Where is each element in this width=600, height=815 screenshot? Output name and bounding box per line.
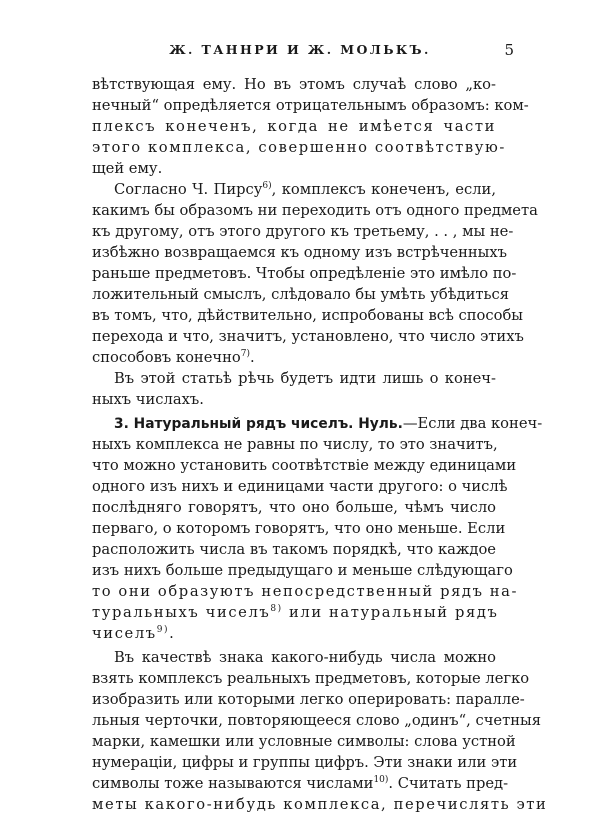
line-text: ныхъ числахъ. — [92, 391, 204, 408]
text-line — [92, 116, 496, 137]
line-text-tail: . — [250, 349, 255, 366]
footnote-marker: 9) — [156, 625, 170, 635]
line-text: туральныхъ чиселъ — [92, 604, 271, 621]
text-line — [92, 623, 496, 644]
text-line — [92, 773, 509, 794]
text-line — [92, 710, 541, 731]
text-line — [92, 74, 496, 95]
header-title: Ж. ТАННРИ И Ж. МОЛЬКЪ. — [169, 42, 431, 57]
line-text: что можно установить соотвѣтствіе между единицами — [92, 457, 517, 474]
line-text: расположить числа въ такомъ порядкѣ, что каждое — [92, 541, 496, 558]
line-text: ложительный смыслъ, слѣдовало бы умѣть убѣдиться — [92, 286, 510, 303]
text-line — [92, 560, 513, 581]
line-text: перехода и что, значитъ, установлено, что число этихъ — [92, 328, 524, 345]
text-line — [92, 200, 538, 221]
line-text: нечный“ опредѣляется отрицательнымъ образомъ: ком- — [92, 97, 529, 114]
text-line — [92, 158, 496, 179]
line-text-tail: . Считать пред- — [388, 775, 509, 792]
text-line — [92, 347, 496, 368]
text-line — [92, 455, 517, 476]
line-text: одного изъ нихъ и единицами части другого: о числѣ — [92, 478, 508, 495]
line-text-tail: . — [169, 625, 176, 642]
text-line — [92, 752, 518, 773]
line-text: нумераціи, цифры и группы цифръ. Эти знаки или эти — [92, 754, 518, 771]
footnote-marker: 8) — [270, 604, 283, 614]
footnote-marker: 7) — [240, 349, 250, 359]
text-line — [92, 602, 499, 623]
text-line — [92, 668, 530, 689]
text-line — [92, 647, 496, 668]
text-line — [92, 368, 496, 389]
text-line — [92, 794, 548, 815]
line-text: вѣтствующая ему. Но въ этомъ случаѣ слово „ко- — [92, 76, 496, 93]
text-line — [92, 305, 523, 326]
text-line — [92, 518, 506, 539]
text-line — [92, 731, 516, 752]
text-line — [92, 689, 525, 710]
line-text: плексъ конеченъ, когда не имѣется части — [92, 118, 496, 135]
line-text: Въ этой статьѣ рѣчь будетъ идти лишь о конеч- — [114, 370, 496, 387]
footnote-marker: 6) — [262, 181, 272, 191]
page-number: 5 — [504, 41, 514, 59]
text-line — [92, 476, 508, 497]
line-text: взять комплексъ реальныхъ предметовъ, которые легко — [92, 670, 530, 687]
line-text: чиселъ — [92, 625, 157, 642]
text-line — [92, 263, 517, 284]
text-line — [92, 284, 510, 305]
line-text: послѣдняго говорятъ, что оно больше, чѣмъ число — [92, 499, 496, 516]
text-line — [92, 581, 519, 602]
line-text: Согласно Ч. Пирсу — [114, 181, 263, 198]
text-line — [92, 95, 529, 116]
line-text: —Если два конеч- — [402, 415, 543, 432]
line-text: щей ему. — [92, 160, 163, 177]
line-text: избѣжно возвращаемся къ одному изъ встрѣченныхъ — [92, 244, 507, 261]
line-text: изъ нихъ больше предыдущаго и меньше слѣдующаго — [92, 562, 513, 579]
section-heading: 3. Натуральный рядъ чиселъ. Нуль. — [114, 416, 403, 432]
text-line — [92, 434, 496, 455]
line-text: въ томъ, что, дѣйствительно, испробованы всѣ способы — [92, 307, 523, 324]
text-body — [92, 74, 548, 815]
line-text: этого комплекса, совершенно соотвѣтствую- — [92, 139, 506, 156]
footnote-marker: 10) — [373, 775, 389, 785]
line-text: раньше предметовъ. Чтобы опредѣленіе это имѣло по- — [92, 265, 517, 282]
line-text: перваго, о которомъ говорятъ, что оно меньше. Если — [92, 520, 506, 537]
line-text: къ другому, отъ этого другого къ третьему, . . , мы не- — [92, 223, 514, 240]
text-line — [92, 539, 496, 560]
text-line — [92, 389, 496, 410]
line-text: какимъ бы образомъ ни переходить отъ одного предмета — [92, 202, 538, 219]
text-line — [92, 179, 496, 200]
line-text: изобразить или которыми легко оперировать: паралле- — [92, 691, 525, 708]
text-line — [92, 242, 507, 263]
line-text-tail: , комплексъ конеченъ, если, — [271, 181, 496, 198]
line-text: льныя черточки, повторяющееся слово „одинъ“, счетныя — [92, 712, 541, 729]
line-text: марки, камешки или условные символы: слова устной — [92, 733, 516, 750]
running-header — [86, 42, 514, 62]
text-line — [92, 221, 514, 242]
line-text: то они образуютъ непосредственный рядъ на- — [92, 583, 519, 600]
text-line — [92, 413, 543, 434]
line-text: меты какого-нибудь комплекса, перечислять эти — [92, 796, 548, 813]
line-text: Въ качествѣ знака какого-нибудь числа можно — [114, 649, 496, 666]
text-line — [92, 497, 496, 518]
line-text: способовъ конечно — [92, 349, 241, 366]
line-text-tail: или натуральный рядъ — [282, 604, 499, 621]
text-line — [92, 326, 524, 347]
line-text: символы тоже называются числами — [92, 775, 374, 792]
line-text: ныхъ комплекса не равны по числу, то это значитъ, — [92, 436, 498, 453]
text-line — [92, 137, 506, 158]
